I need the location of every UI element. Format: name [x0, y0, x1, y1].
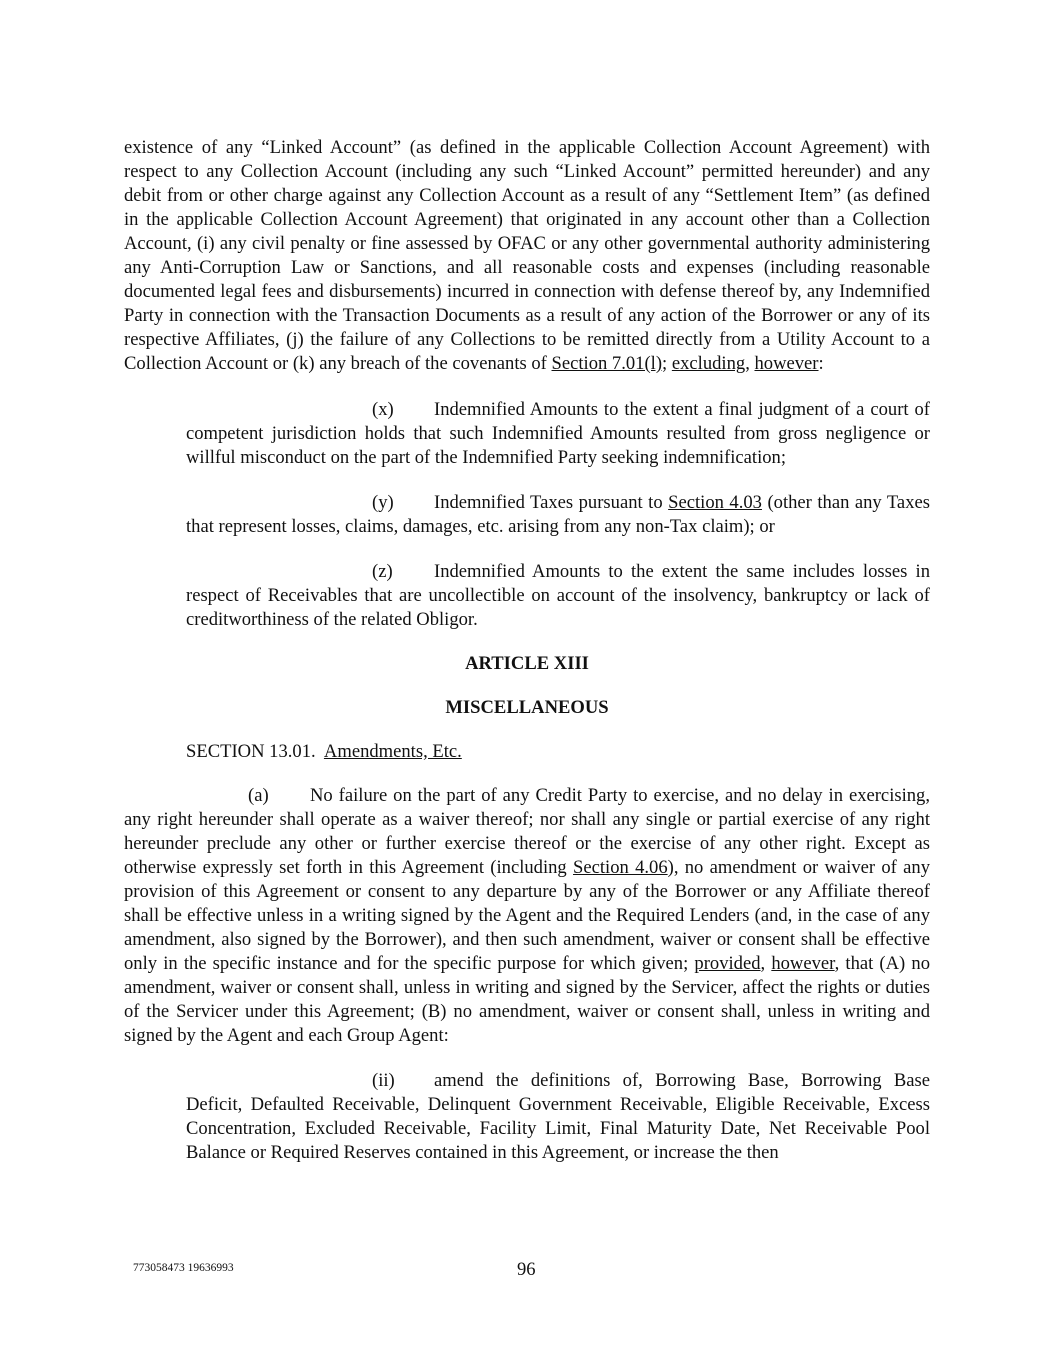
exclusion-x [186, 398, 930, 470]
paragraph-text: , [760, 953, 772, 974]
section-heading [186, 740, 930, 764]
exclusion-label: (z) [372, 561, 393, 582]
separator: ; [662, 353, 672, 374]
document-page [124, 136, 930, 1165]
paragraph-text: amend the definitions of, Borrowing Base, Borrowing Base Deficit, Defaulted Receivable, Delinquent Government Receivable, Eligible Receivable, Excess Concentration, Excluded Receivable, Facility Limit, Final Maturity Date, Net Receivable Pool Balance or Required Reserves contained in this Agreement, or increase the then [186, 1070, 930, 1163]
however-term: however [771, 953, 835, 974]
section-7-01-l-reference: Section 7.01(l) [551, 353, 663, 374]
excluding-term: excluding [671, 353, 746, 374]
article-number: ARTICLE XIII [465, 653, 589, 674]
exclusion-text: (other than any Taxes that represent losses, claims, damages, etc. arising from any non-Tax claim); or [186, 492, 930, 537]
separator: , [745, 353, 755, 374]
paragraph-label: (a) [248, 785, 269, 806]
exclusion-text: Indemnified Taxes pursuant to [434, 492, 669, 513]
section-4-06-reference: Section 4.06 [573, 857, 668, 878]
section-4-03-reference: Section 4.03 [668, 492, 762, 513]
paragraph-ii [186, 1069, 930, 1165]
paragraph-text: No failure on the part of any Credit Party to exercise, and no delay in exercising, any right hereunder shall operate as a waiver thereof; nor shall any single or partial exercise of any right hereunder preclude any other or further exercise thereof or the exercise of any other right. Except as otherwise expressly set forth in this Agreement (including [124, 785, 930, 878]
paragraph-text: , that (A) no amendment, waiver or consent shall, unless in writing and signed by the Servicer, affect the rights or duties of the Servicer under this Agreement; (B) no amendment, waiver or consent shall, unless in writing and signed by the Agent and each Group Agent: [124, 953, 930, 1046]
however-term: however [754, 353, 819, 374]
provided-term: provided [694, 953, 761, 974]
document-id: 773058473 19636993 [133, 1262, 234, 1274]
page-number: 96 [517, 1259, 536, 1280]
exclusion-text: Indemnified Amounts to the extent the same includes losses in respect of Receivables that are uncollectible on account of the insolvency, bankruptcy or lack of creditworthiness of the related Obligor. [186, 561, 930, 630]
paragraph-label: (ii) [372, 1070, 395, 1091]
exclusion-label: (y) [372, 492, 394, 513]
paragraph-a [124, 784, 930, 1048]
section-number: SECTION 13.01. [186, 741, 324, 762]
intro-text: existence of any “Linked Account” (as defined in the applicable Collection Account Agreement) with respect to any Collection Account (including any such “Linked Account” permitted hereunder) and any debit from or other charge against any Collection Account as a result of any “Settlement Item” (as defined in the applicable Collection Account Agreement) that originated in any account other than a Collection Account, (i) any civil penalty or fine assessed by OFAC or any other governmental authority administering any Anti-Corruption Law or Sanctions, and all reasonable costs and expenses (including reasonable documented legal fees and disbursements) incurred in connection with defense thereof by, any Indemnified Party in connection with the Transaction Documents as a result of any action of the Borrower or any of its respective Affiliates, (j) the failure of any Collections to be remitted directly from a Utility Account to a Collection Account or (k) any breach of the covenants of [124, 137, 930, 374]
intro-paragraph [124, 136, 930, 376]
exclusion-label: (x) [372, 399, 394, 420]
paragraph-text: ), no amendment or waiver of any provision of this Agreement or consent to any departure by any of the Borrower or any Affiliate thereof shall be effective unless in a writing signed by the Agent and the Required Lenders (and, in the case of any amendment, also signed by the Borrower), and then such amendment, waiver or consent shall be effective only in the specific instance and for the specific purpose for which given; [124, 857, 930, 974]
section-title: Amendments, Etc. [323, 741, 462, 762]
exclusion-text: Indemnified Amounts to the extent a final judgment of a court of competent jurisdiction holds that such Indemnified Amounts resulted from gross negligence or willful misconduct on the part of the Indemnified Party seeking indemnification; [186, 399, 930, 468]
article-title: MISCELLANEOUS [445, 697, 609, 718]
colon: : [818, 353, 824, 374]
exclusion-z [186, 560, 930, 632]
exclusion-y [186, 491, 930, 539]
